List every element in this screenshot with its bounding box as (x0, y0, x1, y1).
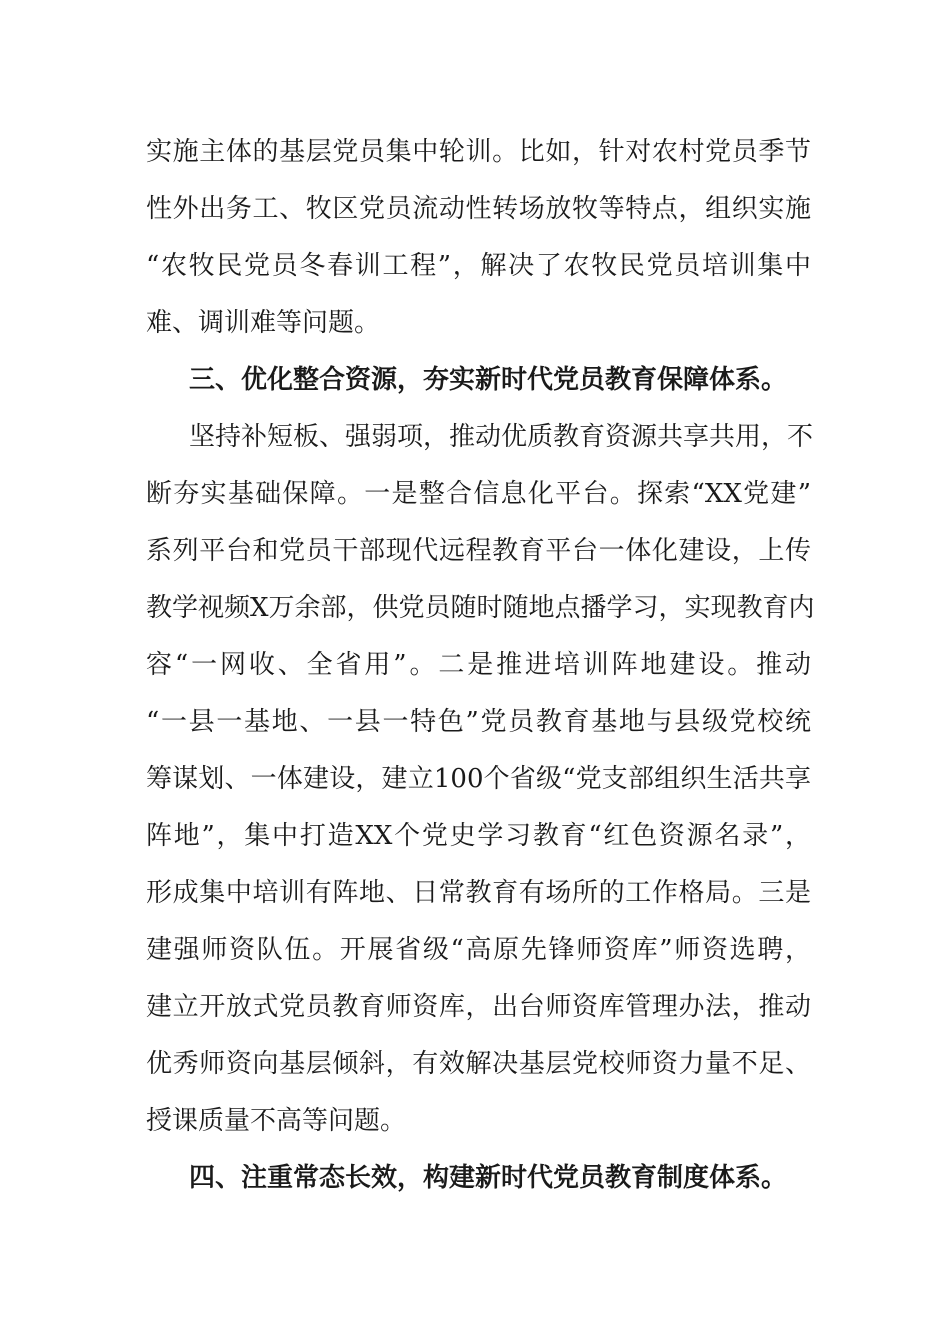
text-line: “农牧民党员冬春训工程”，解决了农牧民党员培训集中 (146, 251, 811, 281)
text-line: 难、调训难等问题。 (146, 308, 381, 338)
text-line: 系列平台和党员干部现代远程教育平台一体化建设，上传 (146, 536, 811, 566)
text-line: 教学视频X万余部，供党员随时随地点播学习，实现教育内 (146, 593, 815, 623)
text-line: 坚持补短板、强弱项，推动优质教育资源共享共用，不 (189, 422, 814, 452)
text-line: 形成集中培训有阵地、日常教育有场所的工作格局。三是 (146, 878, 811, 908)
text-line: 断夯实基础保障。一是整合信息化平台。探索“XX党建” (146, 479, 811, 509)
text-line: 阵地”，集中打造XX个党史学习教育“红色资源名录”， (146, 821, 811, 851)
text-line: 性外出务工、牧区党员流动性转场放牧等特点，组织实施 (146, 194, 811, 224)
text-line: 建强师资队伍。开展省级“高原先锋师资库”师资选聘， (146, 935, 811, 965)
text-line: 优秀师资向基层倾斜，有效解决基层党校师资力量不足、 (146, 1049, 811, 1079)
text-line: 容“一网收、全省用”。二是推进培训阵地建设。推动 (146, 650, 811, 680)
text-line: 建立开放式党员教育师资库，出台师资库管理办法，推动 (146, 992, 811, 1022)
text-line: “一县一基地、一县一特色”党员教育基地与县级党校统 (146, 707, 811, 737)
text-line: 实施主体的基层党员集中轮训。比如，针对农村党员季节 (146, 137, 811, 167)
text-line: 授课质量不高等问题。 (146, 1106, 407, 1136)
text-line: 筹谋划、一体建设，建立100个省级“党支部组织生活共享 (146, 764, 811, 794)
section-heading: 四、注重常态长效，构建新时代党员教育制度体系。 (189, 1163, 788, 1193)
section-heading: 三、优化整合资源，夯实新时代党员教育保障体系。 (189, 365, 788, 395)
